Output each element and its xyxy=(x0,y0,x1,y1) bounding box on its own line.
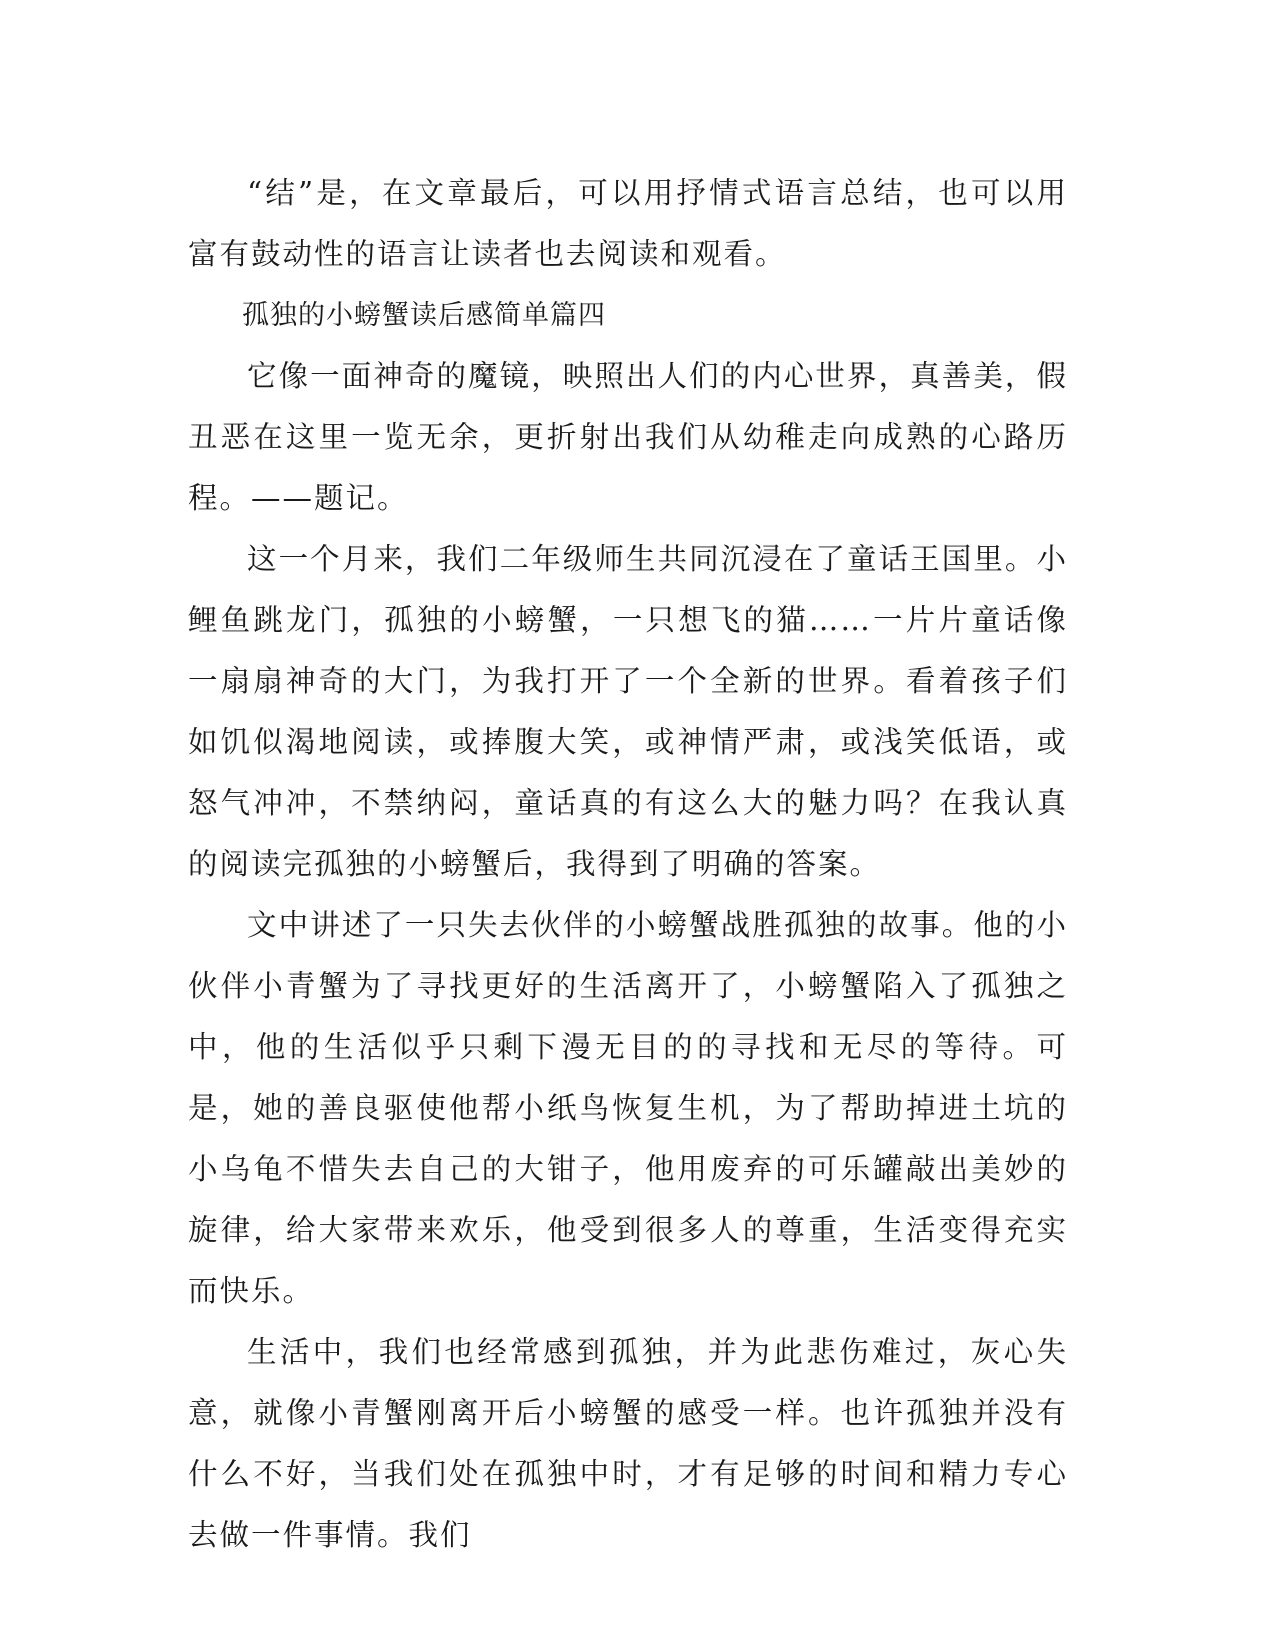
document-body xyxy=(188,163,1068,1566)
paragraph-epigraph: 它像一面神奇的魔镜，映照出人们的内心世界，真善美，假丑恶在这里一览无余，更折射出我们从幼稚走向成熟的心路历程。——题记。 xyxy=(188,359,1068,515)
paragraph-fairy-tales: 这一个月来，我们二年级师生共同沉浸在了童话王国里。小鲤鱼跳龙门，孤独的小螃蟹，一只想飞的猫……一片片童话像一扇扇神奇的大门，为我打开了一个全新的世界。看着孩子们如饥似渴地阅读，或捧腹大笑，或神情严肃，或浅笑低语，或怒气冲冲，不禁纳闷，童话真的有这么大的魅力吗？在我认真的阅读完孤独的小螃蟹后，我得到了明确的答案。 xyxy=(188,542,1068,881)
paragraph-loneliness: 生活中，我们也经常感到孤独，并为此悲伤难过，灰心失意，就像小青蟹刚离开后小螃蟹的感受一样。也许孤独并没有什么不好，当我们处在孤独中时，才有足够的时间和精力专心去做一件事情。我们 xyxy=(188,1335,1068,1552)
section-heading: 孤独的小螃蟹读后感简单篇四 xyxy=(242,300,606,331)
paragraph-conclusion: “结”是，在文章最后，可以用抒情式语言总结，也可以用富有鼓动性的语言让读者也去阅读和观看。 xyxy=(188,176,1068,271)
paragraph-story-summary: 文中讲述了一只失去伙伴的小螃蟹战胜孤独的故事。他的小伙伴小青蟹为了寻找更好的生活离开了，小螃蟹陷入了孤独之中，他的生活似乎只剩下漫无目的的寻找和无尽的等待。可是，她的善良驱使他帮小纸鸟恢复生机，为了帮助掉进土坑的小乌龟不惜失去自己的大钳子，他用废弃的可乐罐敲出美妙的旋律，给大家带来欢乐，他受到很多人的尊重，生活变得充实而快乐。 xyxy=(188,908,1068,1308)
